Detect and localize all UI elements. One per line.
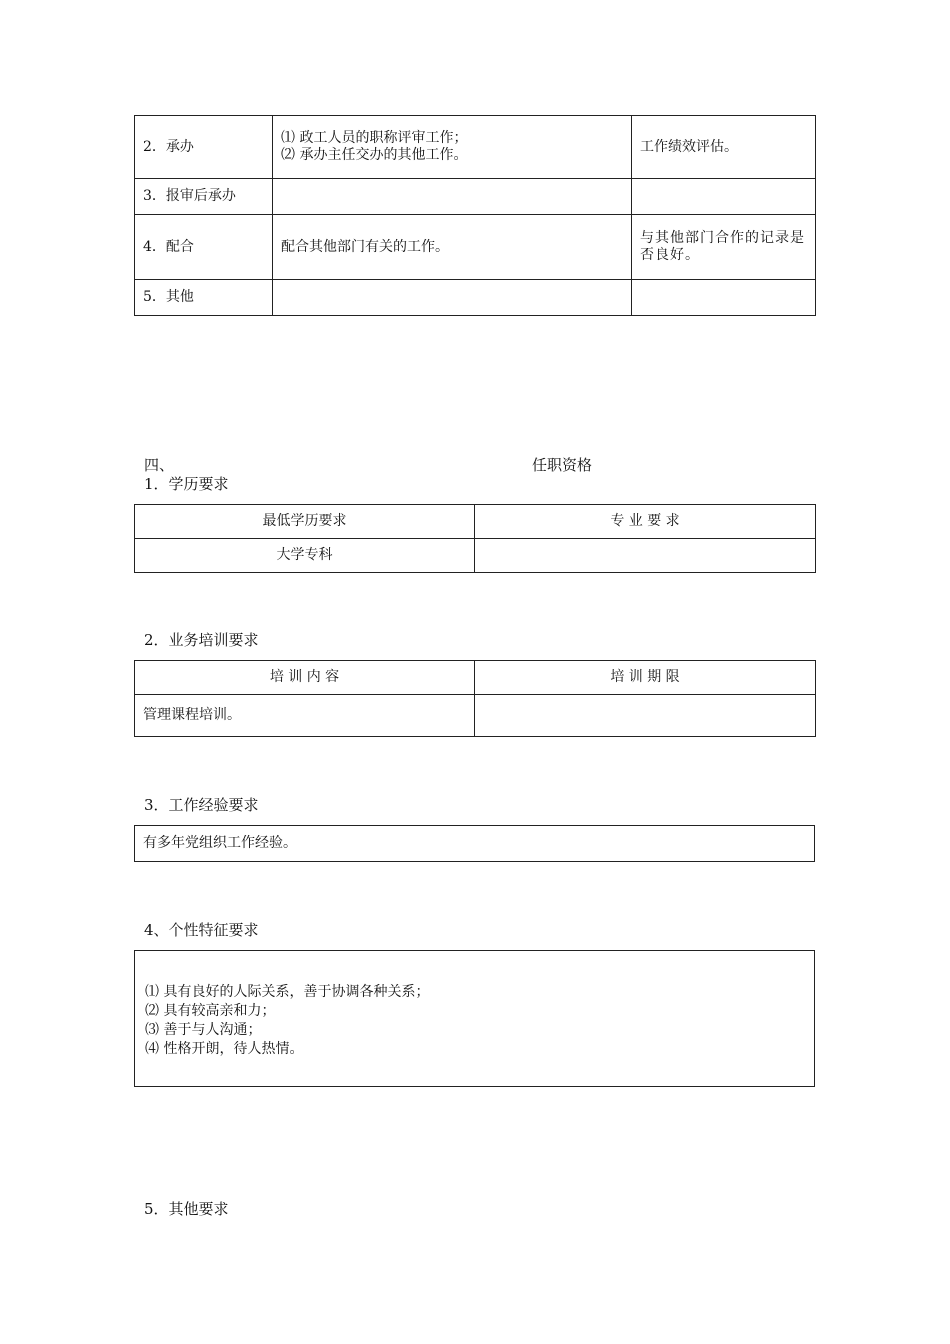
training-table: [134, 660, 816, 737]
table-row: [135, 179, 816, 215]
duty-content-line: ⑴ 政工人员的职称评审工作；: [281, 130, 468, 146]
education-col-min: 最低学历要求: [135, 505, 475, 539]
duty-content-line: 配合其他部门有关的工作。: [281, 238, 449, 255]
experience-value: 有多年党组织工作经验。: [135, 826, 815, 862]
duty-criteria: [632, 179, 816, 215]
list-item: ⑴ 具有良好的人际关系，善于协调各种关系；: [145, 984, 430, 1000]
education-col-major: 专 业 要 求: [475, 505, 816, 539]
experience-heading: 3．工作经验要求: [144, 796, 259, 814]
section-title: 任职资格: [532, 456, 593, 474]
duty-content: [273, 179, 632, 215]
duty-content: [273, 280, 632, 316]
table-row: [135, 116, 816, 179]
personality-box: [134, 950, 815, 1087]
duty-content-line: ⑵ 承办主任交办的其他工作。: [281, 147, 468, 163]
table-row: [135, 505, 816, 539]
personality-list: [145, 983, 429, 1059]
list-item: ⑷ 性格开朗，待人热情。: [145, 1041, 304, 1057]
duty-criteria: 工作绩效评估。: [632, 116, 816, 179]
table-row: [135, 280, 816, 316]
duty-item: 5．其他: [135, 280, 273, 316]
education-value-min: 大学专科: [135, 539, 475, 573]
table-row: [135, 661, 816, 695]
training-col-period: 培 训 期 限: [475, 661, 816, 695]
table-row: [135, 826, 815, 862]
training-value-period: [475, 695, 816, 737]
list-item: ⑵ 具有较高亲和力；: [145, 1003, 276, 1019]
training-heading: 2．业务培训要求: [144, 631, 259, 649]
duty-item: 4．配合: [135, 215, 273, 280]
other-heading: 5．其他要求: [144, 1200, 229, 1218]
duties-table: [134, 115, 816, 316]
duty-criteria: [632, 280, 816, 316]
duty-content: [273, 116, 632, 179]
table-row: [135, 539, 816, 573]
training-col-content: 培 训 内 容: [135, 661, 475, 695]
duty-criteria: 与其他部门合作的记录是否良好。: [632, 215, 816, 280]
training-value-content: 管理课程培训。: [135, 695, 475, 737]
personality-heading: 4、个性特征要求: [144, 921, 259, 939]
duty-content: [273, 215, 632, 280]
list-item: ⑶ 善于与人沟通；: [145, 1022, 262, 1038]
duty-item: 3．报审后承办: [135, 179, 273, 215]
experience-table: [134, 825, 815, 862]
education-heading: 1．学历要求: [144, 475, 229, 493]
table-row: [135, 695, 816, 737]
education-value-major: [475, 539, 816, 573]
education-table: [134, 504, 816, 573]
table-row: [135, 215, 816, 280]
section-number: 四、: [144, 456, 175, 474]
duty-item: 2．承办: [135, 116, 273, 179]
